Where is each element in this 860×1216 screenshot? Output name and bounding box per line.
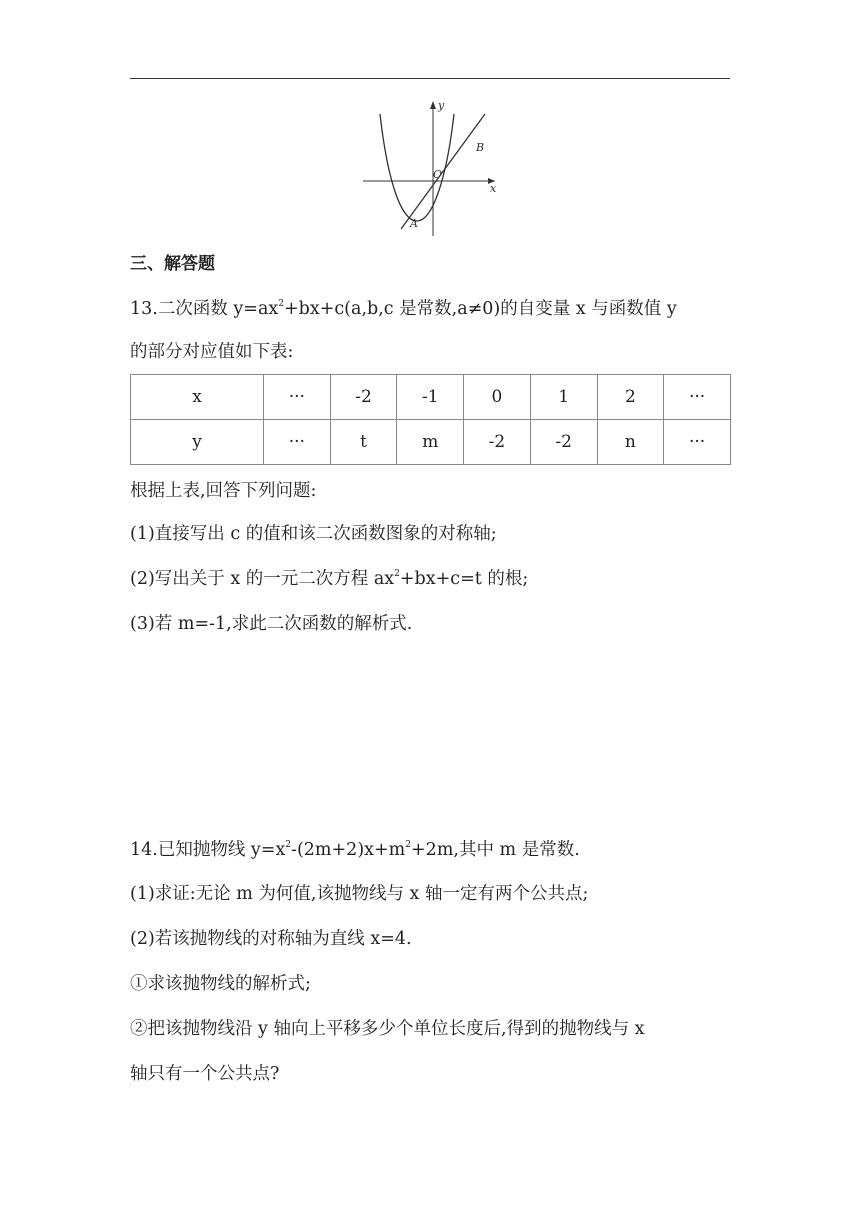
table-cell: m [397,420,464,465]
parabola-line-figure [355,96,505,241]
value-table [130,374,731,465]
table-row-y [131,420,731,465]
table-cell: x [131,375,264,420]
q14-sub1: ①求该抛物线的解析式; [130,974,311,994]
table-cell: n [597,420,664,465]
q13-line2: 的部分对应值如下表: [130,342,294,362]
q14-part2: (2)若该抛物线的对称轴为直线 x=4. [130,929,412,949]
table-cell: ··· [664,375,731,420]
parabola-curve [380,114,454,221]
q13-line1: 13.二次函数 $y=ax^2+bx+c(a,b,c$ 是常数,a≠0)的自变量 x 与函数值 y [130,299,677,319]
table-cell: -1 [397,375,464,420]
table-cell: ··· [264,420,331,465]
q13-part3: (3)若 m=-1,求此二次函数的解析式. [130,614,413,634]
straight-line [401,114,485,229]
point-b-label: B [476,141,485,154]
x-axis [363,178,495,184]
table-cell: -2 [464,420,531,465]
q14-sub2-line2: 轴只有一个公共点? [130,1064,280,1084]
table-cell: y [131,420,264,465]
table-row-x [131,375,731,420]
q14-line1: 14.已知抛物线 $y=x^2-(2m+2)x+m^2+2m$,其中 m 是常数. [130,840,580,860]
x-axis-label: x [490,182,497,195]
origin-label: O [433,168,443,181]
q13-part1: (1)直接写出 c 的值和该二次函数图象的对称轴; [130,524,497,544]
table-cell: ··· [264,375,331,420]
table-cell: t [330,420,397,465]
q14-part1: (1)求证:无论 m 为何值,该抛物线与 x 轴一定有两个公共点; [130,884,589,904]
q13-part2: (2)写出关于 x 的一元二次方程 $ax^2+bx+c=t$ 的根; [130,569,529,589]
q14-sub2-line1: ②把该抛物线沿 y 轴向上平移多少个单位长度后,得到的抛物线与 x [130,1019,645,1039]
top-rule [130,78,730,79]
section-title: 三、解答题 [130,254,215,274]
table-cell: 2 [597,375,664,420]
table-cell: 1 [530,375,597,420]
y-axis-label: y [438,99,445,112]
point-a-label: A [410,217,418,230]
table-cell: -2 [530,420,597,465]
table-cell: -2 [330,375,397,420]
table-cell: 0 [464,375,531,420]
table-cell: ··· [664,420,731,465]
q13-after-table: 根据上表,回答下列问题: [130,481,317,501]
